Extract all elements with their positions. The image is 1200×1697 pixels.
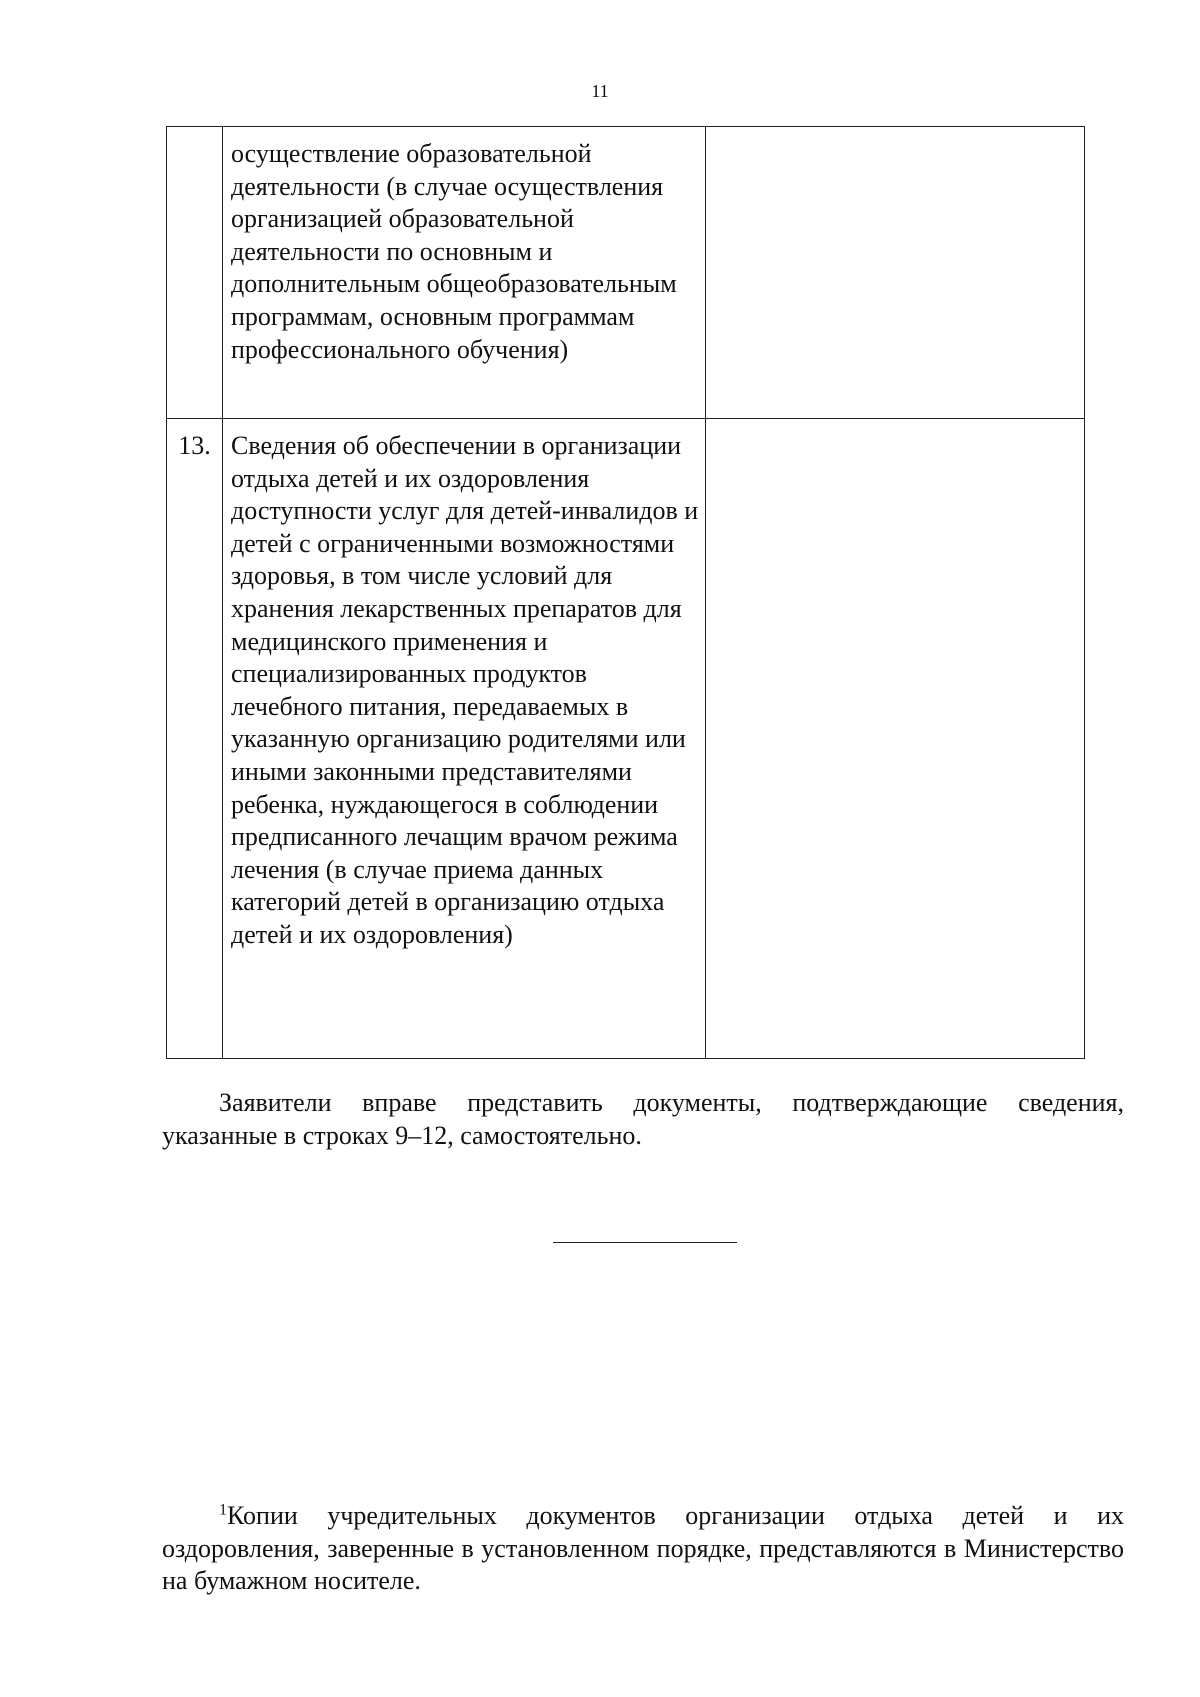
row-description-cell: осуществление образовательной деятельности (в случае осуществления организацией образовательной деятельности по основным и дополнительным общеобразовательным программам, основным программам профессионального обучения) xyxy=(223,127,706,419)
footnote-marker: 1 xyxy=(219,1501,227,1519)
footnote-text: Копии учредительных документов организации отдыха детей и их оздоровления, заверенные в установленном порядке, представляются в Министерство на бумажном носителе. xyxy=(162,1501,1124,1596)
row-value-cell xyxy=(706,419,1085,1059)
row-number-cell: 13. xyxy=(167,419,223,1059)
table-row xyxy=(167,419,1085,1059)
page-number: 11 xyxy=(591,81,609,101)
separator-line xyxy=(553,1242,737,1243)
footnote xyxy=(162,1500,1124,1598)
applicant-note: Заявители вправе представить документы, подтверждающие сведения, указанные в строках 9–12, самостоятельно. xyxy=(162,1088,1124,1150)
row-value-cell xyxy=(706,127,1085,419)
row-number-cell xyxy=(167,127,223,419)
row-description-cell: Сведения об обеспечении в организации отдыха детей и их оздоровления доступности услуг для детей-инвалидов и детей с ограниченными возможностями здоровья, в том числе условий для хранения лекарственных препаратов для медицинского применения и специализированных продуктов лечебного питания, передаваемых в указанную организацию родителями или иными законными представителями ребенка, нуждающегося в соблюдении предписанного лечащим врачом режима лечения (в случае приема данных категорий детей в организацию отдыха детей и их оздоровления) xyxy=(223,419,706,1059)
table-row xyxy=(167,127,1085,419)
documents-table xyxy=(166,126,1085,1059)
